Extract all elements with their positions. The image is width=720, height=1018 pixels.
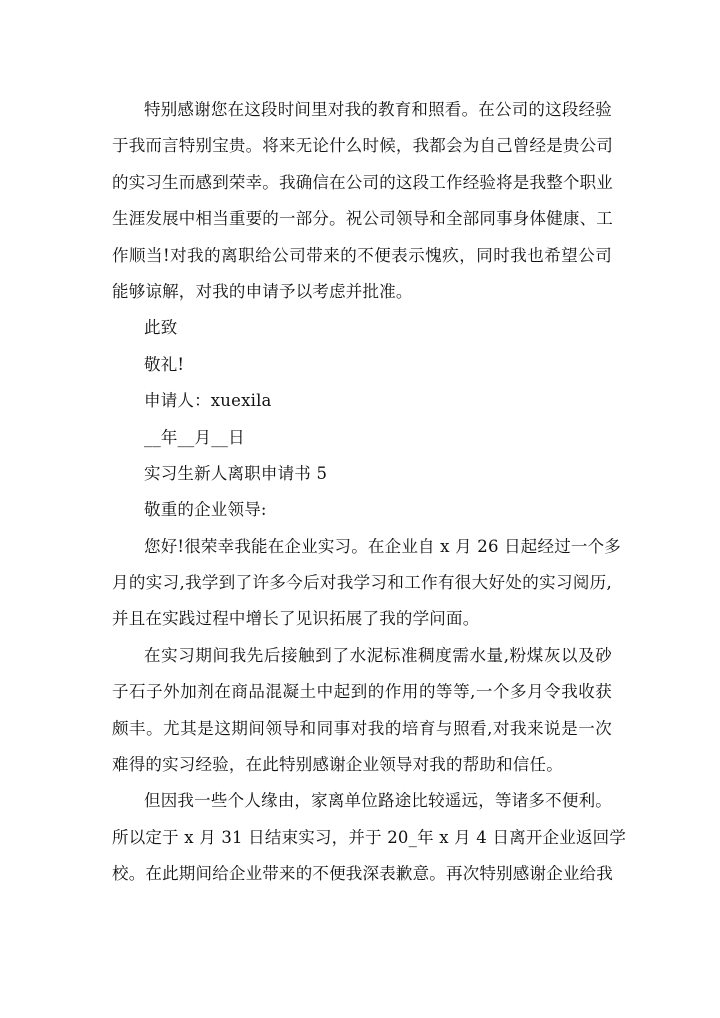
paragraph-gratitude bbox=[112, 92, 612, 310]
text-line: 月的实习,我学到了许多今后对我学习和工作有很大好处的实习阅历, bbox=[112, 573, 612, 593]
salutation: 敬重的企业领导: bbox=[144, 500, 267, 520]
closing-jingli: 敬礼! bbox=[144, 354, 185, 374]
text-line: 子石子外加剂在商品混凝土中起到的作用的等等,一个多月令我收获 bbox=[112, 682, 612, 702]
text-line: 颇丰。尤其是这期间领导和同事对我的培育与照看,对我来说是一次 bbox=[112, 718, 612, 738]
document-body bbox=[112, 92, 627, 893]
text-line: 您好!很荣幸我能在企业实习。在企业自 x 月 26 日起经过一个多 bbox=[144, 536, 622, 556]
date-line: __年__月__日 bbox=[144, 427, 245, 447]
text-line: 作顺当!对我的离职给公司带来的不便表示愧疚，同时我也希望公司 bbox=[112, 245, 612, 265]
text-line: 的实习生而感到荣幸。我确信在公司的这段工作经验将是我整个职业 bbox=[112, 172, 613, 192]
applicant-line: 申请人：xuexila bbox=[144, 391, 272, 411]
paragraph-greeting bbox=[112, 529, 622, 638]
paragraph-internship bbox=[112, 638, 612, 784]
text-line: 并且在实践过程中增长了见识拓展了我的学问面。 bbox=[112, 609, 480, 629]
text-line: 难得的实习经验，在此特别感谢企业领导对我的帮助和信任。 bbox=[112, 755, 563, 775]
text-line: 在实习期间我先后接触到了水泥标准稠度需水量,粉煤灰以及砂 bbox=[144, 645, 612, 665]
text-line: 能够谅解，对我的申请予以考虑并批准。 bbox=[112, 281, 413, 301]
paragraph-reason bbox=[112, 783, 627, 892]
text-line: 生涯发展中相当重要的一部分。祝公司领导和全部同事身体健康、工 bbox=[112, 209, 613, 229]
text-line: 校。在此期间给企业带来的不便我深表歉意。再次特别感谢企业给我 bbox=[112, 864, 613, 884]
text-line: 所以定于 x 月 31 日结束实习，并于 20_年 x 月 4 日离开企业返回学 bbox=[112, 827, 627, 847]
text-line: 特别感谢您在这段时间里对我的教育和照看。在公司的这段经验 bbox=[144, 100, 612, 119]
closing-cizhi: 此致 bbox=[144, 318, 178, 338]
text-line: 但因我一些个人缘由，家离单位路途比较遥远，等诸多不便利。 bbox=[144, 791, 612, 811]
text-line: 于我而言特别宝贵。将来无论什么时候，我都会为自己曾经是贵公司 bbox=[112, 136, 613, 156]
section-title: 实习生新人离职申请书 5 bbox=[144, 463, 328, 483]
